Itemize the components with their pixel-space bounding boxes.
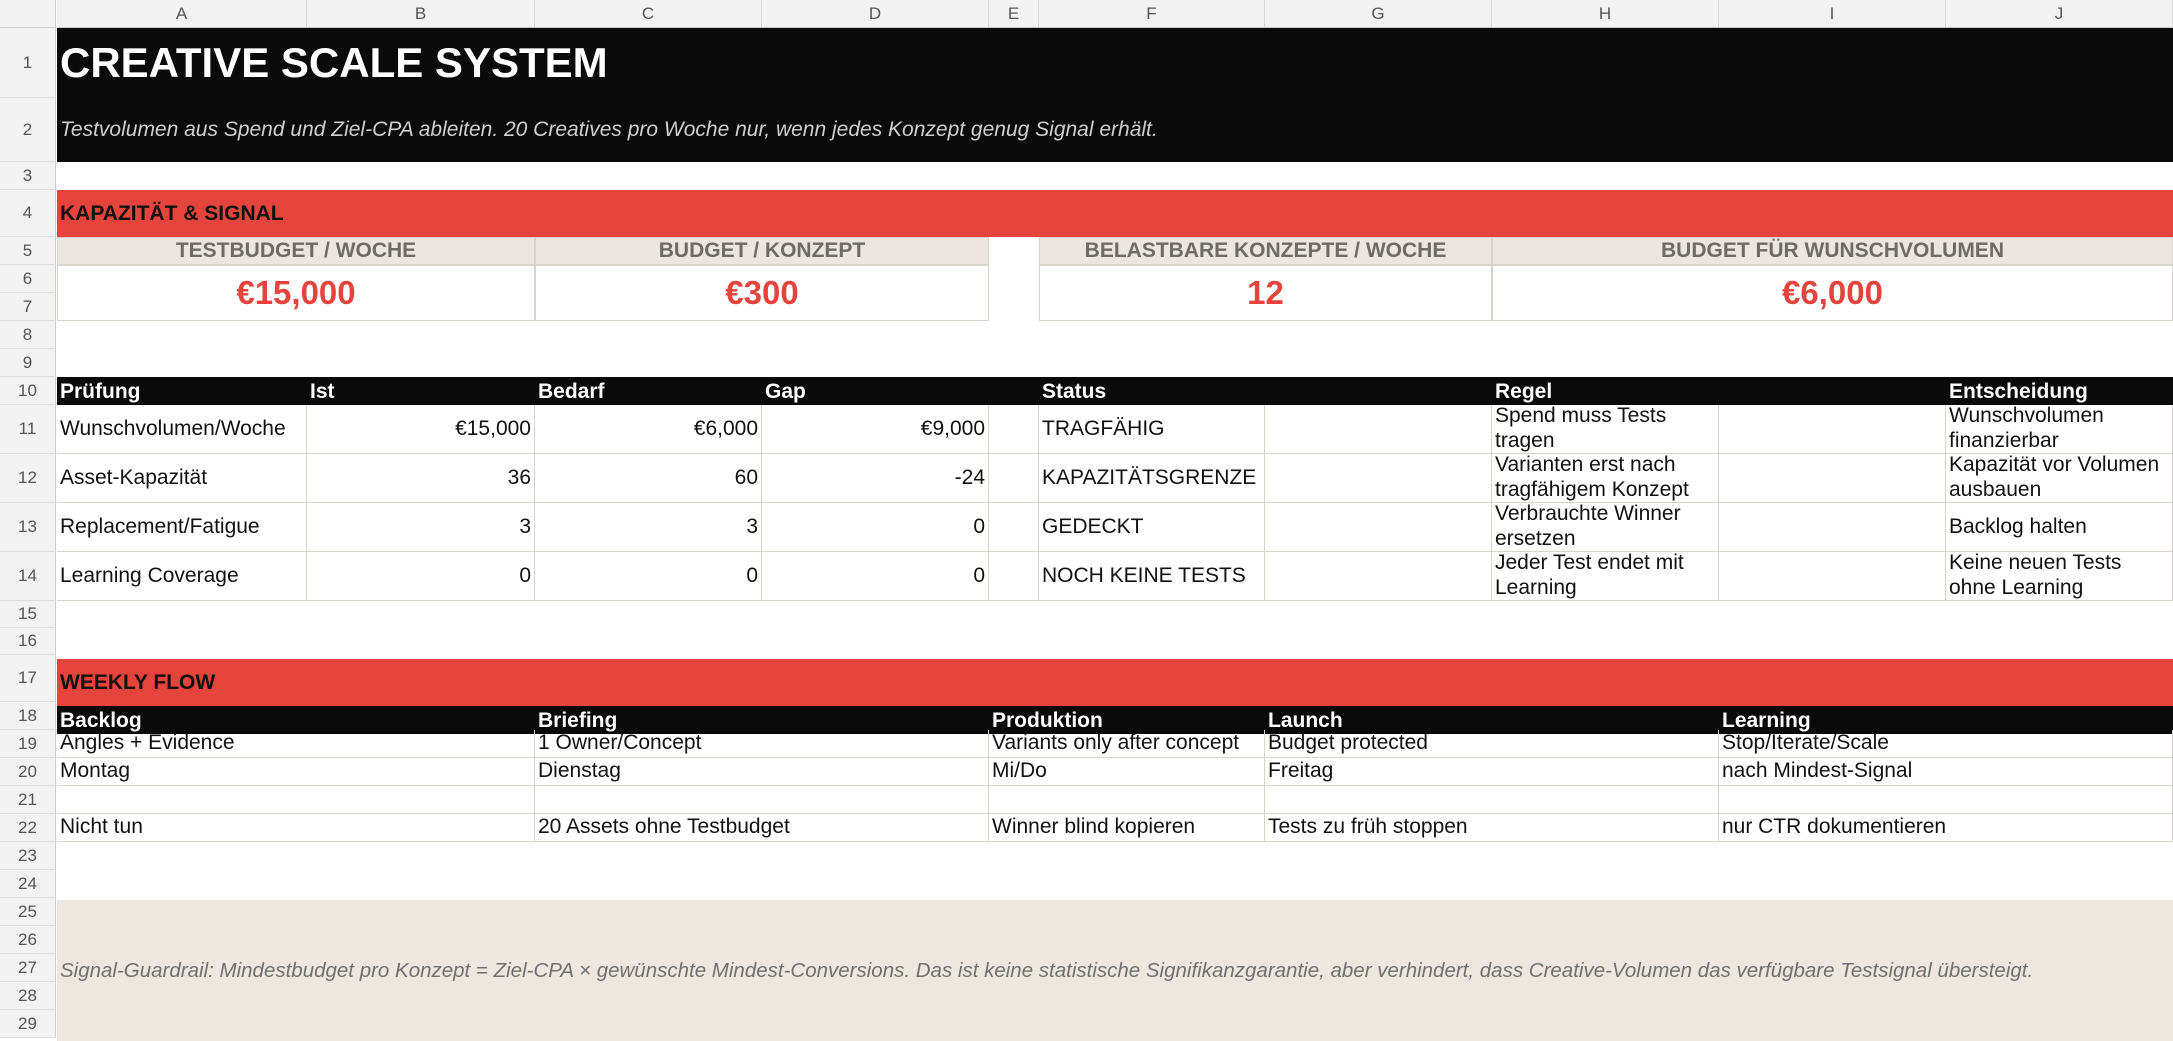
check-cell-blank-i[interactable] — [1719, 405, 1946, 454]
col-header-bedarf[interactable]: Bedarf — [538, 380, 605, 403]
row-header-18[interactable]: 18 — [0, 702, 56, 730]
row-header-21[interactable]: 21 — [0, 786, 56, 814]
flow-cell-produktion[interactable] — [989, 786, 1265, 814]
check-cell-bedarf[interactable]: 0 — [535, 552, 762, 601]
row-header-14[interactable]: 14 — [0, 552, 56, 601]
col-header-entscheidung[interactable]: Entscheidung — [1949, 380, 2088, 403]
row-header-26[interactable]: 26 — [0, 926, 56, 954]
col-header-pruefung[interactable]: Prüfung — [60, 380, 141, 403]
row-header-11[interactable]: 11 — [0, 405, 56, 454]
select-all-corner[interactable] — [0, 0, 56, 28]
flow-cell-learning[interactable]: nur CTR dokumentieren — [1719, 814, 2173, 842]
check-cell-gap[interactable]: €9,000 — [762, 405, 989, 454]
check-cell-entscheidung[interactable]: Backlog halten — [1946, 503, 2173, 552]
check-cell-regel[interactable]: Varianten erst nach tragfähigem Konzept — [1492, 454, 1719, 503]
check-cell-blank-g[interactable] — [1265, 454, 1492, 503]
flow-cell-briefing[interactable]: 1 Owner/Concept — [535, 730, 989, 758]
check-cell-pruefung[interactable]: Asset-Kapazität — [57, 454, 307, 503]
check-cell-gap[interactable]: 0 — [762, 503, 989, 552]
check-cell-pruefung[interactable]: Replacement/Fatigue — [57, 503, 307, 552]
check-cell-status[interactable]: TRAGFÄHIG — [1039, 405, 1265, 454]
flow-cell-produktion[interactable]: Mi/Do — [989, 758, 1265, 786]
check-cell-bedarf[interactable]: €6,000 — [535, 405, 762, 454]
flow-cell-launch[interactable]: Tests zu früh stoppen — [1265, 814, 1719, 842]
row-header-3[interactable]: 3 — [0, 162, 56, 190]
kpi-label-concepts-per-week[interactable]: BELASTBARE KONZEPTE / WOCHE — [1039, 237, 1492, 265]
check-cell-blank-g[interactable] — [1265, 552, 1492, 601]
row-header-17[interactable]: 17 — [0, 655, 56, 702]
check-cell-bedarf[interactable]: 60 — [535, 454, 762, 503]
flow-cell-launch[interactable]: Freitag — [1265, 758, 1719, 786]
column-header-d[interactable]: D — [762, 0, 989, 28]
flow-cell-briefing[interactable]: 20 Assets ohne Testbudget — [535, 814, 989, 842]
row-header-27[interactable]: 27 — [0, 954, 56, 982]
check-cell-entscheidung[interactable]: Wunschvolumen finanzierbar — [1946, 405, 2173, 454]
check-cell-status[interactable]: NOCH KEINE TESTS — [1039, 552, 1265, 601]
row-header-12[interactable]: 12 — [0, 454, 56, 503]
flow-cell-backlog[interactable]: Nicht tun — [57, 814, 535, 842]
check-cell-regel[interactable]: Verbrauchte Winner ersetzen — [1492, 503, 1719, 552]
flow-cell-launch[interactable] — [1265, 786, 1719, 814]
flow-header-launch[interactable]: Launch — [1268, 709, 1343, 732]
col-header-regel[interactable]: Regel — [1495, 380, 1553, 403]
check-cell-blank-e[interactable] — [989, 552, 1039, 601]
row-header-5[interactable]: 5 — [0, 237, 56, 265]
check-cell-ist[interactable]: €15,000 — [307, 405, 535, 454]
check-cell-regel[interactable]: Spend muss Tests tragen — [1492, 405, 1719, 454]
row-header-15[interactable]: 15 — [0, 601, 56, 628]
column-header-i[interactable]: I — [1719, 0, 1946, 28]
check-cell-ist[interactable]: 36 — [307, 454, 535, 503]
check-cell-blank-i[interactable] — [1719, 503, 1946, 552]
check-cell-pruefung[interactable]: Learning Coverage — [57, 552, 307, 601]
kpi-value-testbudget[interactable]: €15,000 — [57, 265, 535, 321]
kpi-label-budget-wish-volume[interactable]: BUDGET FÜR WUNSCHVOLUMEN — [1492, 237, 2173, 265]
flow-header-backlog[interactable]: Backlog — [60, 709, 142, 732]
row-header-25[interactable]: 25 — [0, 898, 56, 926]
row-header-13[interactable]: 13 — [0, 503, 56, 552]
check-cell-pruefung[interactable]: Wunschvolumen/Woche — [57, 405, 307, 454]
row-header-19[interactable]: 19 — [0, 730, 56, 758]
flow-cell-learning[interactable] — [1719, 786, 2173, 814]
check-cell-blank-i[interactable] — [1719, 552, 1946, 601]
col-header-status[interactable]: Status — [1042, 380, 1107, 403]
row-header-8[interactable]: 8 — [0, 321, 56, 349]
check-cell-blank-i[interactable] — [1719, 454, 1946, 503]
column-header-e[interactable]: E — [989, 0, 1039, 28]
section-capacity-signal[interactable]: KAPAZITÄT & SIGNAL — [57, 190, 2173, 237]
col-header-gap[interactable]: Gap — [765, 380, 806, 403]
flow-cell-produktion[interactable]: Winner blind kopieren — [989, 814, 1265, 842]
check-cell-blank-e[interactable] — [989, 405, 1039, 454]
check-cell-blank-g[interactable] — [1265, 503, 1492, 552]
check-cell-regel[interactable]: Jeder Test endet mit Learning — [1492, 552, 1719, 601]
col-header-ist[interactable]: Ist — [310, 380, 335, 403]
kpi-value-budget-per-concept[interactable]: €300 — [535, 265, 989, 321]
sheet-subtitle[interactable]: Testvolumen aus Spend und Ziel-CPA ableiten. 20 Creatives pro Woche nur, wenn jedes Konzept genug Signal erhält. — [57, 98, 2173, 162]
check-cell-entscheidung[interactable]: Kapazität vor Volumen ausbauen — [1946, 454, 2173, 503]
check-cell-blank-g[interactable] — [1265, 405, 1492, 454]
row-header-10[interactable]: 10 — [0, 377, 56, 405]
row-header-28[interactable]: 28 — [0, 982, 56, 1010]
column-header-c[interactable]: C — [535, 0, 762, 28]
row-header-4[interactable]: 4 — [0, 190, 56, 237]
sheet-title[interactable]: CREATIVE SCALE SYSTEM — [57, 28, 2173, 98]
flow-cell-briefing[interactable] — [535, 786, 989, 814]
row-header-24[interactable]: 24 — [0, 870, 56, 898]
check-cell-entscheidung[interactable]: Keine neuen Tests ohne Learning — [1946, 552, 2173, 601]
row-header-23[interactable]: 23 — [0, 842, 56, 870]
flow-cell-learning[interactable]: Stop/Iterate/Scale — [1719, 730, 2173, 758]
flow-header-learning[interactable]: Learning — [1722, 709, 1811, 732]
check-cell-status[interactable]: KAPAZITÄTSGRENZE — [1039, 454, 1265, 503]
column-header-b[interactable]: B — [307, 0, 535, 28]
kpi-value-concepts-per-week[interactable]: 12 — [1039, 265, 1492, 321]
section-weekly-flow[interactable]: WEEKLY FLOW — [57, 659, 2173, 706]
flow-header-briefing[interactable]: Briefing — [538, 709, 618, 732]
column-header-f[interactable]: F — [1039, 0, 1265, 28]
kpi-label-budget-per-concept[interactable]: BUDGET / KONZEPT — [535, 237, 989, 265]
kpi-label-testbudget[interactable]: TESTBUDGET / WOCHE — [57, 237, 535, 265]
check-cell-blank-e[interactable] — [989, 503, 1039, 552]
column-header-h[interactable]: H — [1492, 0, 1719, 28]
flow-header-produktion[interactable]: Produktion — [992, 709, 1103, 732]
row-header-20[interactable]: 20 — [0, 758, 56, 786]
flow-cell-backlog[interactable]: Montag — [57, 758, 535, 786]
row-header-1[interactable]: 1 — [0, 28, 56, 98]
row-header-29[interactable]: 29 — [0, 1010, 56, 1038]
flow-cell-backlog[interactable]: Angles + Evidence — [57, 730, 535, 758]
column-header-j[interactable]: J — [1946, 0, 2173, 28]
check-cell-bedarf[interactable]: 3 — [535, 503, 762, 552]
check-cell-ist[interactable]: 3 — [307, 503, 535, 552]
kpi-value-budget-wish-volume[interactable]: €6,000 — [1492, 265, 2173, 321]
row-header-7[interactable]: 7 — [0, 293, 56, 321]
flow-cell-launch[interactable]: Budget protected — [1265, 730, 1719, 758]
column-header-a[interactable]: A — [57, 0, 307, 28]
flow-cell-backlog[interactable] — [57, 786, 535, 814]
check-cell-gap[interactable]: 0 — [762, 552, 989, 601]
flow-cell-learning[interactable]: nach Mindest-Signal — [1719, 758, 2173, 786]
row-header-2[interactable]: 2 — [0, 98, 56, 162]
check-cell-blank-e[interactable] — [989, 454, 1039, 503]
row-header-6[interactable]: 6 — [0, 265, 56, 293]
column-header-g[interactable]: G — [1265, 0, 1492, 28]
row-header-16[interactable]: 16 — [0, 628, 56, 655]
check-cell-status[interactable]: GEDECKT — [1039, 503, 1265, 552]
row-header-22[interactable]: 22 — [0, 814, 56, 842]
row-header-9[interactable]: 9 — [0, 349, 56, 377]
check-cell-ist[interactable]: 0 — [307, 552, 535, 601]
flow-cell-produktion[interactable]: Variants only after concept — [989, 730, 1265, 758]
flow-cell-briefing[interactable]: Dienstag — [535, 758, 989, 786]
check-cell-gap[interactable]: -24 — [762, 454, 989, 503]
signal-guardrail-note[interactable]: Signal-Guardrail: Mindestbudget pro Konzept = Ziel-CPA × gewünschte Mindest-Conversions. Das ist keine statistische Signifikanzgarantie, aber verhindert, dass Creative-Volumen das verfügbare Testsignal übersteigt. — [57, 900, 2173, 1041]
